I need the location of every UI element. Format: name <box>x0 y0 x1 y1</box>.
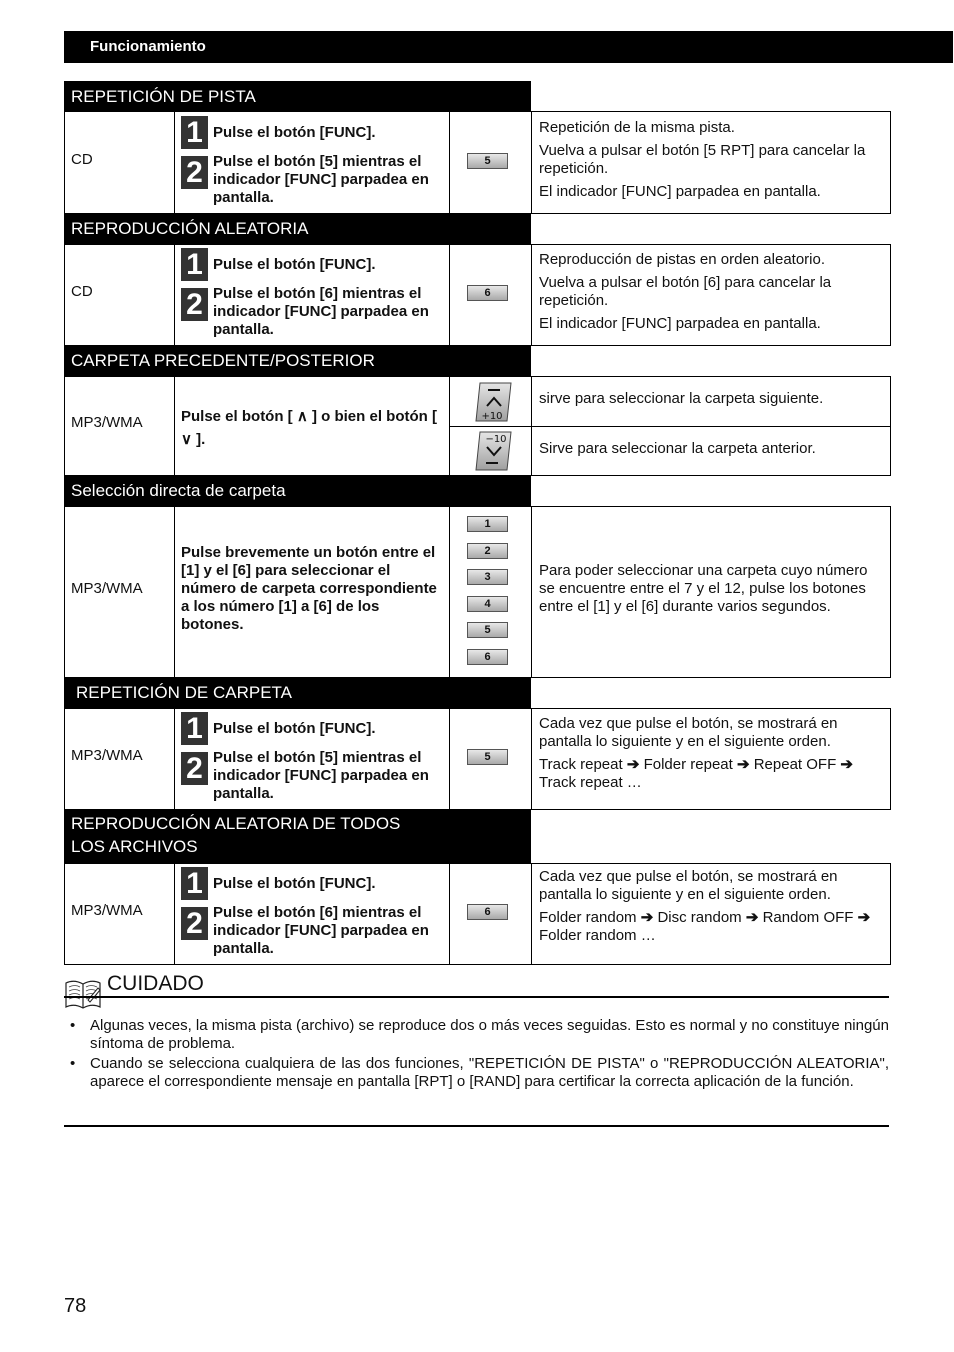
button-2-icon: 2 <box>467 543 508 559</box>
mode-label: CD <box>71 151 93 168</box>
step-2-text: Pulse el botón [5] mientras el indicador [FUNC] parpadea en pantalla. <box>213 153 429 206</box>
caution-title: CUIDADO <box>107 972 204 995</box>
button-5-icon: 5 <box>467 622 508 638</box>
step-2-text: Pulse el botón [6] mientras el indicador [FUNC] parpadea en pantalla. <box>213 285 429 338</box>
folder-repeat-heading: REPETICIÓN DE CARPETA <box>64 677 531 708</box>
step-1-text: Pulse el botón [FUNC]. <box>213 124 376 141</box>
random-heading: REPRODUCCIÓN ALEATORIA <box>64 213 531 244</box>
button-1-icon: 1 <box>467 516 508 532</box>
step-2-icon: 2 <box>181 288 208 321</box>
random-description: Reproducción de pistas en orden aleatorio. Vuelva a pulsar el botón [6] para cancelar la repetición. El indicador [FUNC] parpadea en pantalla. <box>539 251 832 332</box>
button-5-icon: 5 <box>467 749 508 765</box>
step-2-icon: 2 <box>181 907 208 940</box>
direct-folder-instruction: Pulse brevemente un botón entre el [1] y el [6] para seleccionar el número de carpeta correspondiente a los número [1] a [6] de los botones. <box>181 544 437 633</box>
step-2-icon: 2 <box>181 752 208 785</box>
folder-down-button-icon <box>474 430 514 472</box>
list-item: • Cuando se selecciona cualquiera de las dos funciones, "REPETICIÓN DE PISTA" o "REPRODUCCIÓN ALEATORIA", aparece el correspondiente mensaje en pantalla [RPT] o [RAND] para certificar la correcta aplicación de la función. <box>64 1055 889 1091</box>
button-6-icon: 6 <box>467 904 508 920</box>
arrow-right-icon: ➔ <box>640 909 654 926</box>
folder-nav-instruction: Pulse el botón [ ∧ ] o bien el botón [ ∨ ]. <box>181 408 437 448</box>
button-6-icon: 6 <box>467 649 508 665</box>
track-repeat-description: Repetición de la misma pista. Vuelva a pulsar el botón [5 RPT] para cancelar la repetición. El indicador [FUNC] parpadea en pantalla. <box>539 119 866 200</box>
step-1-text: Pulse el botón [FUNC]. <box>213 256 376 273</box>
arrow-right-icon: ➔ <box>745 909 759 926</box>
mode-label: MP3/WMA <box>71 414 143 431</box>
folder-nav-heading: CARPETA PRECEDENTE/POSTERIOR <box>64 345 531 376</box>
minus-ten-label: −10 <box>485 434 507 445</box>
step-2-text: Pulse el botón [5] mientras el indicador [FUNC] parpadea en pantalla. <box>213 749 429 802</box>
arrow-right-icon: ➔ <box>840 756 853 773</box>
button-5-icon: 5 <box>467 153 508 169</box>
list-item: • Algunas veces, la misma pista (archivo) se reproduce dos o más veces seguidas. Esto es normal y no constituye ningún síntoma de problema. <box>64 1017 889 1053</box>
folder-up-button-icon <box>474 381 514 423</box>
button-3-icon: 3 <box>467 569 508 585</box>
direct-folder-heading: Selección directa de carpeta <box>64 475 531 506</box>
arrow-right-icon: ➔ <box>857 909 871 926</box>
step-2-text: Pulse el botón [6] mientras el indicador [FUNC] parpadea en pantalla. <box>213 904 429 957</box>
step-2-icon: 2 <box>181 156 208 189</box>
section-title: Funcionamiento <box>90 38 206 55</box>
mode-label: MP3/WMA <box>71 580 143 597</box>
mode-label: MP3/WMA <box>71 747 143 764</box>
folder-next-description: sirve para seleccionar la carpeta siguiente. <box>539 390 824 407</box>
plus-ten-label: +10 <box>481 411 503 422</box>
page-number: 78 <box>64 1295 87 1317</box>
caution-list <box>64 1017 889 1093</box>
step-1-icon: 1 <box>181 248 208 281</box>
step-1-icon: 1 <box>181 867 208 900</box>
arrow-right-icon: ➔ <box>736 756 750 773</box>
all-random-heading: REPRODUCCIÓN ALEATORIA DE TODOS LOS ARCHIVOS <box>64 809 531 863</box>
folder-prev-description: Sirve para seleccionar la carpeta anterior. <box>539 440 816 457</box>
button-6-icon: 6 <box>467 285 508 301</box>
caution-divider <box>64 996 889 998</box>
mode-label: MP3/WMA <box>71 902 143 919</box>
bottom-divider <box>64 1125 889 1127</box>
mode-label: CD <box>71 283 93 300</box>
folder-repeat-description: Cada vez que pulse el botón, se mostrará en pantalla lo siguiente y en el siguiente orden. Track repeat ➔ Folder repeat ➔ Repeat OFF ➔ Track repeat … <box>539 715 853 791</box>
book-icon <box>64 978 102 1010</box>
step-1-text: Pulse el botón [FUNC]. <box>213 875 376 892</box>
section-header-bar <box>64 31 953 63</box>
all-random-description: Cada vez que pulse el botón, se mostrará en pantalla lo siguiente y en el siguiente orden. Folder random ➔ Disc random ➔ Random OFF ➔ Folder random … <box>539 868 871 944</box>
direct-folder-description: Para poder seleccionar una carpeta cuyo número se encuentre entre el 7 y el 12, pulse los botones entre el [1] y el [6] durante varios segundos. <box>539 562 868 615</box>
arrow-right-icon: ➔ <box>626 756 640 773</box>
track-repeat-heading: REPETICIÓN DE PISTA <box>64 81 531 111</box>
step-1-text: Pulse el botón [FUNC]. <box>213 720 376 737</box>
step-1-icon: 1 <box>181 712 208 745</box>
button-4-icon: 4 <box>467 596 508 612</box>
step-1-icon: 1 <box>181 116 208 149</box>
